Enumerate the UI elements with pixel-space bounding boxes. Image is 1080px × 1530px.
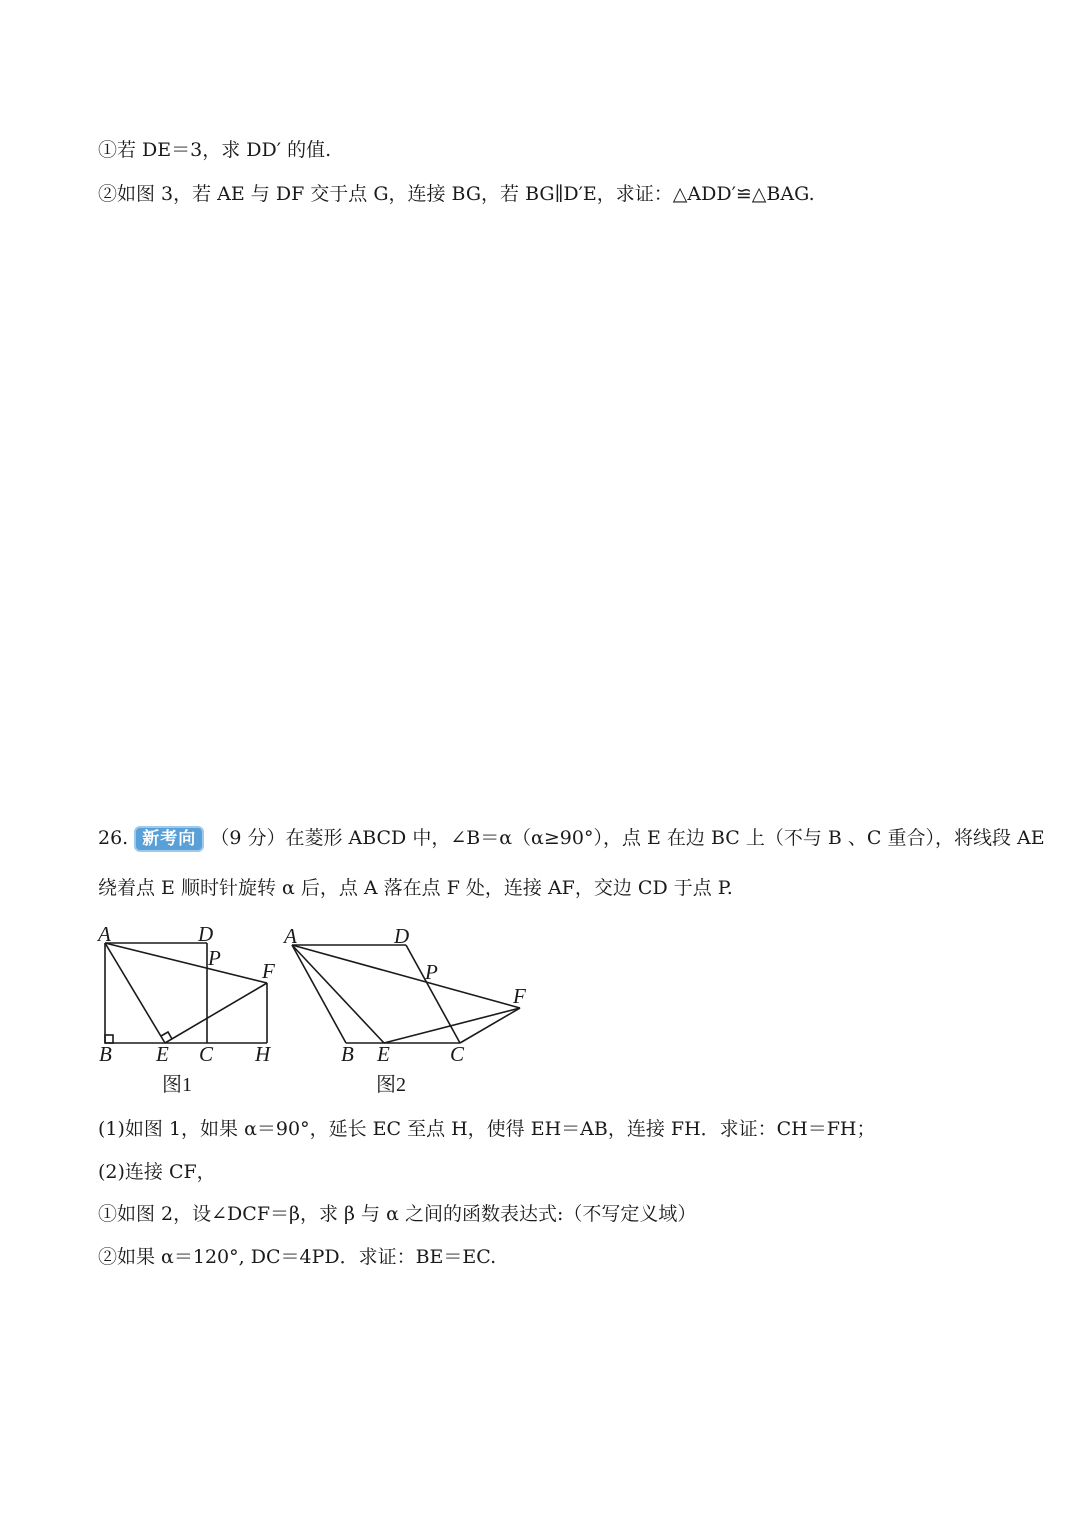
question-part-2: ②如图 3，若 AE 与 DF 交于点 G，连接 BG，若 BG∥D′E，求证：△ADD′≌△BAG. — [98, 183, 815, 205]
figure-2-diagram — [280, 925, 540, 1065]
fig1-label-P: P — [208, 946, 221, 970]
fig1-label-C: C — [199, 1042, 214, 1065]
fig2-label-A: A — [284, 925, 297, 948]
problem-26-stem-line1 — [98, 826, 1045, 852]
problem-26-stem-line2: 绕着点 E 顺时针旋转 α 后，点 A 落在点 F 处，连接 AF，交边 CD 于点 P. — [98, 877, 733, 899]
figure-1-diagram — [95, 925, 295, 1065]
subquestion-2: (2)连接 CF， — [98, 1161, 216, 1183]
fig2-label-P: P — [425, 960, 438, 984]
subquestion-2b: ②如果 α＝120°, DC＝4PD．求证：BE＝EC. — [98, 1246, 497, 1268]
fig1-label-E: E — [156, 1042, 169, 1065]
figure-1-caption: 图1 — [162, 1074, 192, 1096]
subquestion-2a: ①如图 2，设∠DCF＝β，求 β 与 α 之间的函数表达式:（不写定义域） — [98, 1203, 697, 1225]
fig2-label-B: B — [341, 1042, 354, 1065]
fig2-label-E: E — [377, 1042, 390, 1065]
subquestion-1: (1)如图 1，如果 α＝90°，延长 EC 至点 H，使得 EH＝AB，连接 FH．求证：CH＝FH； — [98, 1118, 876, 1140]
new-topic-badge: 新考向 — [134, 826, 204, 852]
fig2-label-D: D — [394, 925, 410, 948]
fig1-label-A: A — [98, 925, 111, 946]
fig1-label-H: H — [255, 1042, 271, 1065]
question-part-1: ①若 DE＝3，求 DD′ 的值. — [98, 139, 332, 161]
problem-stem-text: （9 分）在菱形 ABCD 中，∠B＝α（α≥90°），点 E 在边 BC 上（不与 B 、C 重合），将线段 AE — [210, 827, 1045, 849]
fig1-label-F: F — [262, 959, 275, 983]
fig2-label-F: F — [513, 984, 526, 1008]
fig1-label-D: D — [198, 925, 214, 946]
figure-2-caption: 图2 — [376, 1074, 406, 1096]
fig2-label-C: C — [450, 1042, 465, 1065]
fig1-label-B: B — [99, 1042, 112, 1065]
problem-number: 26. — [98, 827, 129, 849]
